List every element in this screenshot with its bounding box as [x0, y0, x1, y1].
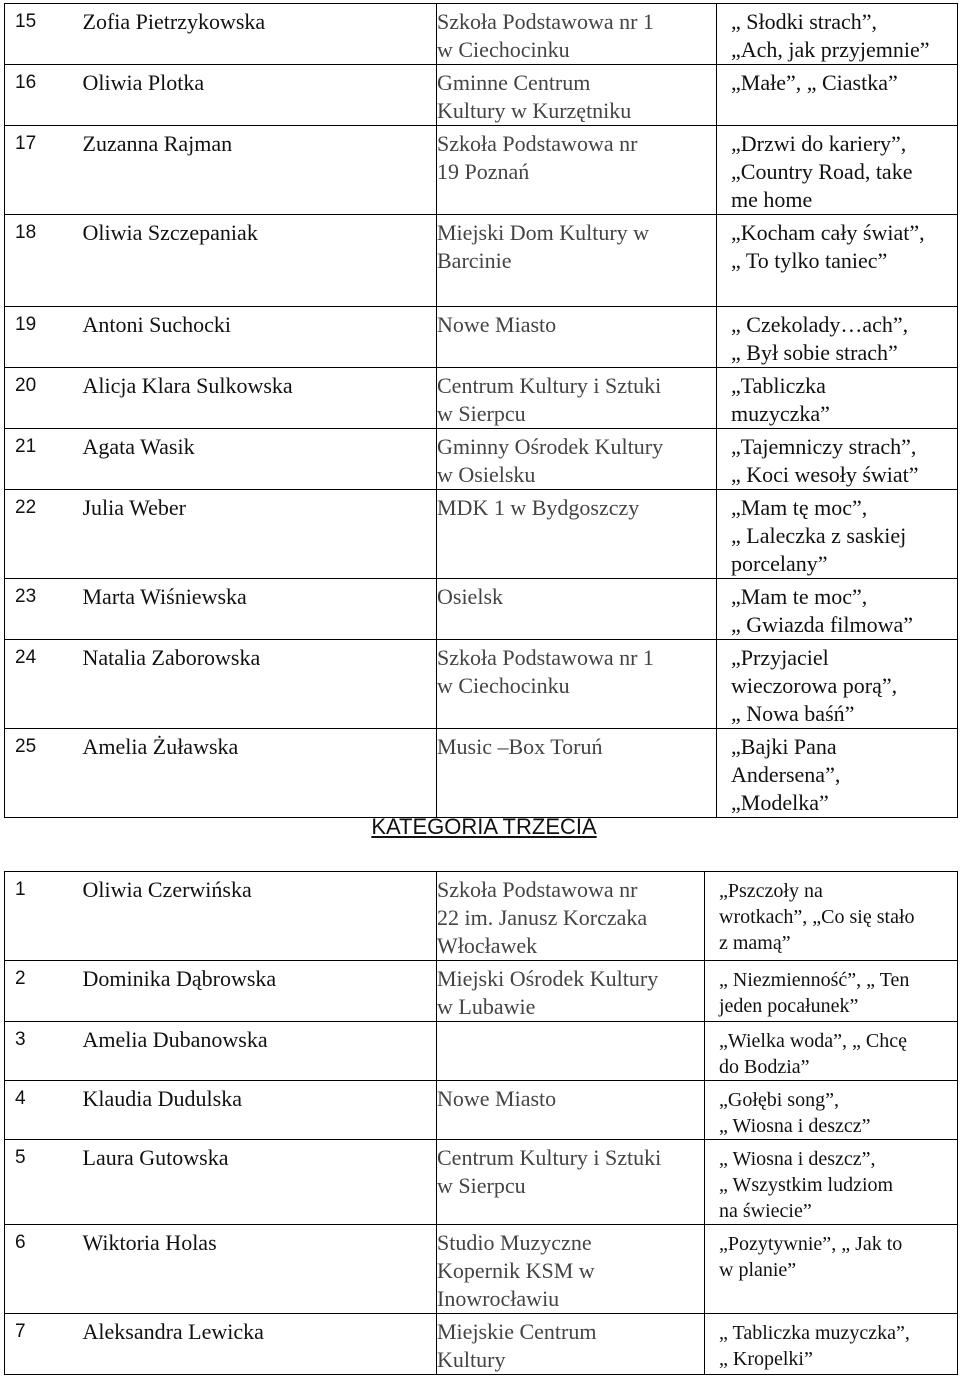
institution-line: Osielsk [437, 584, 503, 609]
table-row [5, 65, 958, 126]
song-line: „Przyjaciel [731, 645, 829, 670]
participant-name: Agata Wasik [77, 429, 437, 490]
song-titles [717, 126, 958, 215]
participant-name: Zuzanna Rajman [77, 126, 437, 215]
song-titles [717, 579, 958, 640]
song-titles [717, 215, 958, 307]
participant-name: Antoni Suchocki [77, 307, 437, 368]
institution-line: Kultury w Kurzętniku [437, 98, 632, 123]
institution [437, 490, 717, 579]
song-line: Andersena”, [731, 762, 841, 787]
row-number: 2 [5, 961, 77, 1022]
song-line: „ Czekolady…ach”, [731, 312, 909, 337]
table-row [5, 729, 958, 818]
row-number: 6 [5, 1225, 77, 1314]
participant-name: Julia Weber [77, 490, 437, 579]
institution-line: Miejski Ośrodek Kultury [437, 966, 659, 991]
participants-table-category-two [4, 3, 958, 818]
participant-name: Amelia Żuławska [77, 729, 437, 818]
song-line: „Tabliczka [731, 373, 826, 398]
song-line: „Wielka woda”, „ Chcę [719, 1030, 907, 1052]
institution-line: Centrum Kultury i Sztuki [437, 373, 662, 398]
participant-name: Oliwia Plotka [77, 65, 437, 126]
song-line: „Mam tę moc”, [731, 495, 868, 520]
song-titles [705, 961, 958, 1022]
song-line: „ Kropelki” [719, 1348, 813, 1370]
row-number: 16 [5, 65, 77, 126]
table-row [5, 1225, 958, 1314]
row-number: 24 [5, 640, 77, 729]
row-number: 25 [5, 729, 77, 818]
participant-name: Marta Wiśniewska [77, 579, 437, 640]
participant-name: Laura Gutowska [77, 1140, 437, 1225]
song-line: „ Niezmienność”, „ Ten [719, 969, 910, 991]
institution [437, 1081, 705, 1140]
institution [437, 872, 705, 961]
row-number: 5 [5, 1140, 77, 1225]
song-line: „Bajki Pana [731, 734, 837, 759]
participant-name: Alicja Klara Sulkowska [77, 368, 437, 429]
institution-line: w Ciechocinku [437, 37, 570, 62]
song-line: „Kocham cały świat”, [731, 220, 925, 245]
song-titles [717, 429, 958, 490]
institution-line: 19 Poznań [437, 159, 530, 184]
table-row [5, 1022, 958, 1081]
institution-line: Kopernik KSM w [437, 1258, 595, 1283]
row-number: 20 [5, 368, 77, 429]
institution-line: Gminne Centrum [437, 70, 591, 95]
song-line: „ Wiosna i deszcz”, [719, 1148, 876, 1170]
song-line: „Pozytywnie”, „ Jak to [719, 1233, 903, 1255]
category-three-title: KATEGORIA TRZECIA [371, 814, 597, 839]
song-line: „Ach, jak przyjemnie” [731, 37, 930, 62]
table-row [5, 872, 958, 961]
table-row [5, 429, 958, 490]
song-line: „Mam te moc”, [731, 584, 868, 609]
row-number: 18 [5, 215, 77, 307]
table-row [5, 307, 958, 368]
song-line: wieczorowa porą”, [731, 673, 898, 698]
participant-name: Wiktoria Holas [77, 1225, 437, 1314]
institution [437, 640, 717, 729]
song-titles [717, 729, 958, 818]
institution-line: Miejskie Centrum [437, 1319, 597, 1344]
song-line: „ Wiosna i deszcz” [719, 1115, 871, 1137]
participant-name: Aleksandra Lewicka [77, 1314, 437, 1375]
row-number: 19 [5, 307, 77, 368]
institution [437, 579, 717, 640]
institution-line: 22 im. Janusz Korczaka [437, 905, 648, 930]
song-line: z mamą” [719, 932, 791, 954]
institution-line: Miejski Dom Kultury w [437, 220, 650, 245]
table-row [5, 368, 958, 429]
song-titles [717, 4, 958, 65]
song-titles [705, 1140, 958, 1225]
table-row [5, 961, 958, 1022]
song-titles [717, 490, 958, 579]
institution-line: Nowe Miasto [437, 312, 557, 337]
song-line: „Małe”, „ Ciastka” [731, 70, 898, 95]
institution-line: w Lubawie [437, 994, 536, 1019]
institution-line: w Ciechocinku [437, 673, 570, 698]
song-line: „Tajemniczy strach”, [731, 434, 917, 459]
row-number: 21 [5, 429, 77, 490]
song-line: jeden pocałunek” [719, 995, 859, 1017]
table-row [5, 490, 958, 579]
song-titles [705, 1081, 958, 1140]
institution [437, 126, 717, 215]
song-line: muzyczka” [731, 401, 830, 426]
row-number: 4 [5, 1081, 77, 1140]
institution-line: Kultury [437, 1347, 506, 1372]
participant-name: Dominika Dąbrowska [77, 961, 437, 1022]
institution-line: Gminny Ośrodek Kultury [437, 434, 664, 459]
song-line: „Pszczoły na [719, 880, 823, 902]
institution [437, 429, 717, 490]
institution [437, 729, 717, 818]
song-line: w planie” [719, 1259, 797, 1281]
institution-line: Inowrocławiu [437, 1286, 560, 1311]
song-titles [717, 640, 958, 729]
row-number: 17 [5, 126, 77, 215]
institution-line: w Sierpcu [437, 1173, 526, 1198]
institution [437, 1225, 705, 1314]
song-line: „ Był sobie strach” [731, 340, 898, 365]
institution [437, 368, 717, 429]
institution-line: Music –Box Toruń [437, 734, 603, 759]
song-titles [717, 307, 958, 368]
institution-line: Nowe Miasto [437, 1086, 557, 1111]
song-line: „ Nowa baśń” [731, 701, 855, 726]
row-number: 15 [5, 4, 77, 65]
song-line: do Bodzia” [719, 1056, 810, 1078]
song-line: „Modelka” [731, 790, 829, 815]
institution-line: Szkoła Podstawowa nr 1 [437, 645, 654, 670]
table-row [5, 1140, 958, 1225]
row-number: 22 [5, 490, 77, 579]
song-titles [705, 1225, 958, 1314]
institution [437, 1022, 705, 1081]
song-titles [705, 872, 958, 961]
song-line: wrotkach”, „Co się stało [719, 906, 915, 928]
institution [437, 1314, 705, 1375]
participants-table-body [5, 4, 958, 818]
institution-line: Włocławek [437, 933, 538, 958]
table-row [5, 579, 958, 640]
row-number: 7 [5, 1314, 77, 1375]
song-line: „ Laleczka z saskiej [731, 523, 907, 548]
song-line: „ Koci wesoły świat” [731, 462, 919, 487]
participant-name: Oliwia Szczepaniak [77, 215, 437, 307]
institution [437, 1140, 705, 1225]
song-line: „ Słodki strach”, [731, 9, 878, 34]
song-line: na świecie” [719, 1200, 812, 1222]
row-number: 23 [5, 579, 77, 640]
participant-name: Amelia Dubanowska [77, 1022, 437, 1081]
table-row [5, 4, 958, 65]
song-titles [717, 65, 958, 126]
institution-line: MDK 1 w Bydgoszczy [437, 495, 640, 520]
song-titles [705, 1022, 958, 1081]
song-line: „ Gwiazda filmowa” [731, 612, 914, 637]
institution-line: Szkoła Podstawowa nr [437, 877, 638, 902]
row-number: 1 [5, 872, 77, 961]
participant-name: Natalia Zaborowska [77, 640, 437, 729]
song-line: me home [731, 187, 813, 212]
song-line: porcelany” [731, 551, 828, 576]
table-row [5, 640, 958, 729]
table-row [5, 1314, 958, 1375]
row-number: 3 [5, 1022, 77, 1081]
participants-table-category-three [4, 871, 958, 1375]
participant-name: Klaudia Dudulska [77, 1081, 437, 1140]
institution [437, 65, 717, 126]
institution [437, 215, 717, 307]
song-line: „ Wszystkim ludziom [719, 1174, 894, 1196]
institution-line: Szkoła Podstawowa nr 1 [437, 9, 654, 34]
song-line: „Gołębi song”, [719, 1089, 839, 1111]
institution-line: Centrum Kultury i Sztuki [437, 1145, 662, 1170]
institution-line: w Sierpcu [437, 401, 526, 426]
institution [437, 961, 705, 1022]
institution-line: Studio Muzyczne [437, 1230, 592, 1255]
institution-line: Szkoła Podstawowa nr [437, 131, 638, 156]
song-line: „ To tylko taniec” [731, 248, 888, 273]
institution [437, 307, 717, 368]
song-line: „Drzwi do kariery”, [731, 131, 907, 156]
table-row [5, 1081, 958, 1140]
song-titles [705, 1314, 958, 1375]
table-row [5, 215, 958, 307]
participants-table-body [5, 872, 958, 1375]
table-row [5, 126, 958, 215]
song-line: „Country Road, take [731, 159, 913, 184]
song-line: „ Tabliczka muzyczka”, [719, 1322, 910, 1344]
institution-line: w Osielsku [437, 462, 536, 487]
institution [437, 4, 717, 65]
participant-name: Zofia Pietrzykowska [77, 4, 437, 65]
participant-name: Oliwia Czerwińska [77, 872, 437, 961]
institution-line: Barcinie [437, 248, 512, 273]
song-titles [717, 368, 958, 429]
